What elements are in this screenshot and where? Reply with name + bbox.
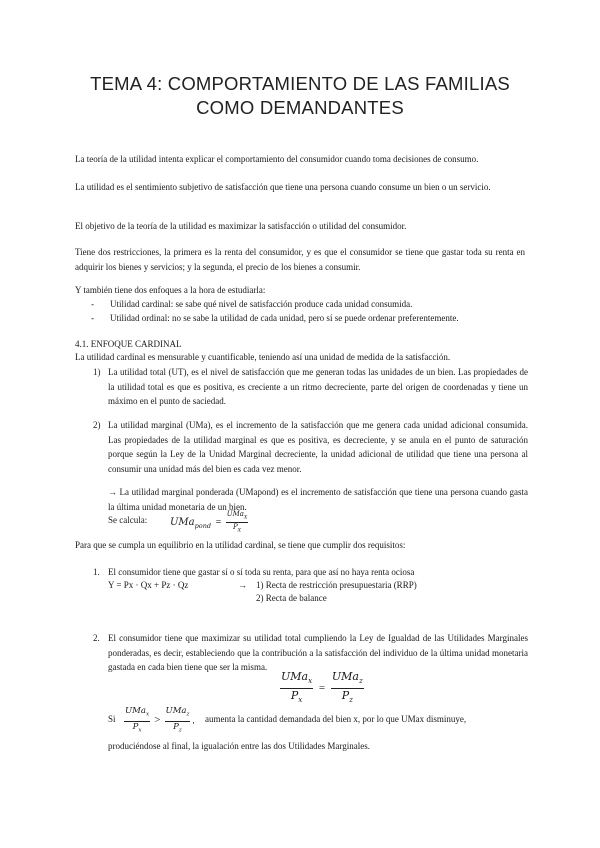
equality-fraction-z: $\frac{UMa_z}{P_z}$ xyxy=(331,670,363,705)
title-line-2: COMO DEMANDANTES xyxy=(196,97,404,118)
paragraph-4: Tiene dos restricciones, la primera es la renta del consumidor, y es que el consumidor se tiene que gastar toda su renta en adquirir los bienes y servicios; y la segunda, el precio de los bienes a consumir. xyxy=(75,247,525,272)
item-1-number: 1) xyxy=(93,367,101,377)
equality-fraction-x: $\frac{UMa_x}{P_x}$ xyxy=(281,670,313,705)
enfoque-bullet: - xyxy=(91,299,94,309)
item-1-text: La utilidad total (UT), es el nivel de satisfacción que me generan todas las unidades de un bien. Las propiedades de la utilidad total es que es positiva, es creciente a un ritmo decreciente, parte del origen de coordenadas y tiene un máximo en el punto de saciedad. xyxy=(108,367,528,406)
page-title xyxy=(60,72,540,120)
req-2-number: 2. xyxy=(93,633,100,643)
title-line-1: TEMA 4: COMPORTAMIENTO DE LAS FAMILIAS xyxy=(90,73,510,94)
paragraph-3: El objetivo de la teoría de la utilidad es maximizar la satisfacción o utilidad del consumidor. xyxy=(75,221,407,231)
arrow-icon: → xyxy=(238,580,247,590)
formula-lhs: UMa$_{pond}$ xyxy=(170,517,212,531)
req-2-text: El consumidor tiene que maximizar su utilidad total cumpliendo la Ley de Igualdad de las Utilidades Marginales ponderadas, es decir, estableciendo que la contribución a la satisfacción del individuo de la última unidad monetaria gastada en cada bien tiene que ser la misma. xyxy=(108,633,528,672)
inequality-fraction-x: $\frac{UMa_x}{P_x}$ xyxy=(125,706,150,734)
inequality-expression: $\frac{UMa_x}{P_x}$ > $\frac{UMa_z}{P_z}$ , xyxy=(124,706,195,736)
enfoque-item: Utilidad ordinal: no se sabe la utilidad de cada unidad, pero sí se puede ordenar preferentemente. xyxy=(110,313,459,323)
cardinal-intro: La utilidad cardinal es mensurable y cuantificable, teniendo así una unidad de medida de la satisfacción. xyxy=(75,352,451,362)
si-label: Si xyxy=(108,714,116,724)
enfoques-intro: Y también tiene dos enfoques a la hora de estudiarla: xyxy=(75,285,266,295)
requisitos-intro: Para que se cumpla un equilibrio en la utilidad cardinal, se tiene que cumplir dos requisitos: xyxy=(75,540,406,550)
paragraph-1: La teoría de la utilidad intenta explicar el comportamiento del consumidor cuando toma decisiones de consumo. xyxy=(75,154,479,164)
inequality-text: aumenta la cantidad demandada del bien x, por lo que UMax disminuye, xyxy=(205,714,467,724)
section-heading: 4.1. ENFOQUE CARDINAL xyxy=(75,339,182,349)
final-text: produciéndose al final, la igualación entre las dos Utilidades Marginales. xyxy=(108,741,371,751)
formula-fraction: $\frac{UMa_X}{P_X}$ xyxy=(226,510,248,534)
budget-equation: Y = Px · Qx + Pz · Qz xyxy=(108,580,189,590)
enfoque-item: Utilidad cardinal: se sabe qué nivel de satisfacción produce cada unidad consumida. xyxy=(110,299,413,309)
req-1-option-2: 2) Recta de balance xyxy=(256,593,327,603)
req-1-number: 1. xyxy=(93,567,100,577)
equality-equation: $\frac{UMa_x}{P_x}$ = $\frac{UMa_z}{P_z}$ xyxy=(280,670,364,707)
req-1-option-1: 1) Recta de restricción presupuestaria (RRP) xyxy=(256,580,417,590)
ponderada-text: → La utilidad marginal ponderada (UMapond) es el incremento de satisfacción que tiene una persona cuando gasta la última unidad monetaria de un bien. xyxy=(108,487,528,512)
se-calcula-label: Se calcula: xyxy=(108,515,148,525)
formula-ponderada: UMa$_{pond}$ = $\frac{UMa_X}{P_X}$ xyxy=(170,510,248,534)
item-2-text: La utilidad marginal (UMa), es el incremento de la satisfacción que me genera cada unidad adicional consumida. Las propiedades de la utilidad marginal es que es positiva, es decreciente, y se anula en el punto de saturación porque según la Ley de la Unidad Marginal decreciente, la unidad adicional de utilidad que tiene una persona al consumir una unidad más del bien es cada vez menor. xyxy=(108,420,528,474)
inequality-fraction-z: $\frac{UMa_z}{P_z}$ xyxy=(165,706,190,734)
enfoque-bullet: - xyxy=(91,313,94,323)
req-1-text: El consumidor tiene que gastar sí o sí toda su renta, para que así no haya renta ociosa xyxy=(108,567,415,577)
item-2-number: 2) xyxy=(93,420,101,430)
paragraph-2: La utilidad es el sentimiento subjetivo de satisfacción que tiene una persona cuando consume un bien o un servicio. xyxy=(75,182,491,192)
